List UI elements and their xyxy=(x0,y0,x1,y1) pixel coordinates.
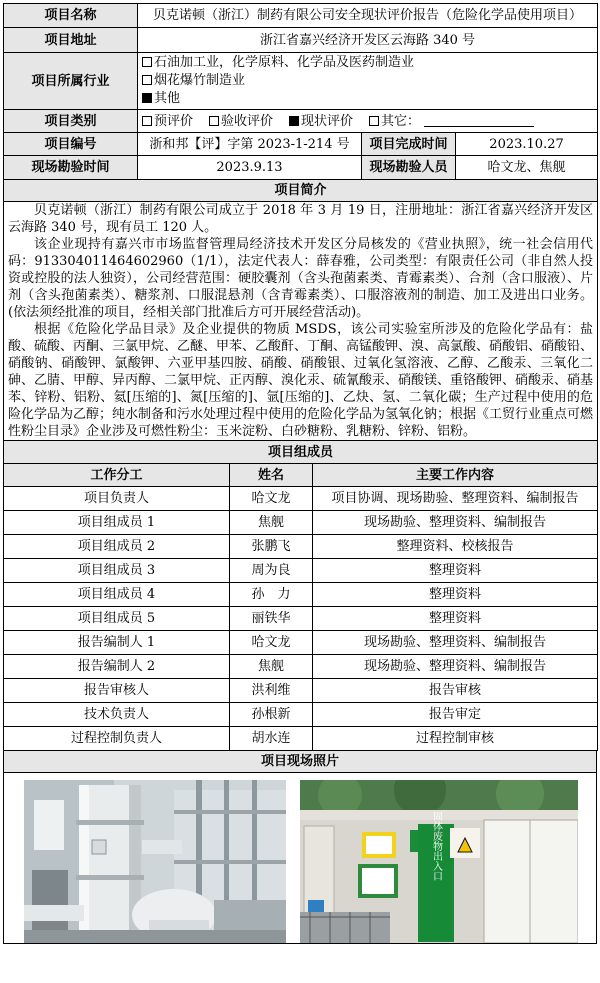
member-role: 项目组成员 5 xyxy=(4,607,230,631)
intro-text xyxy=(4,202,598,441)
intro-paragraph: 该企业现持有嘉兴市市场监督管理局经济技术开发区分局核发的《营业执照》，统一社会信用代码：91330401146460​2960（1/1），法定代表人：薛春雅，公司类型：有限责任公司（非自然人投资或控股的法人独资），公司经营范围：硬胶囊剂（含头孢菌素类、青霉素类）、合剂（含口服液）、片剂（含头孢菌素类）、糖浆剂、口服混悬剂（含青霉素类）、口服溶液剂的制造、加工及进出口业务。(依法须经批准的项目，经相关部门批准后方可开展经营活动)。 xyxy=(8,237,594,320)
intro-paragraph: 根据《危险化学品目录》及企业提供的物质 MSDS，该公司实验室所涉及的危险化学品有：盐酸、硫酸、丙酮、三氯甲烷、乙醚、甲苯、乙酸酐、丁酮、高锰酸钾、溴、高氯酸、硝酸铝、硝酸铅、硝酸钠、硝酸钾、氯酸钾、六亚甲基四胺、硝酸、硝酸银、过氧化氢溶液、乙醇、乙酸汞、三氧化二砷、乙腈、甲醇、异丙醇、二氯甲烷、正丙醇、溴化汞、硫氰酸汞、硝酸镁、重铬酸钾、硝酸汞、硝基苯、锌粉、铝粉、氦[压缩的]、氮[压缩的]、氩[压缩的]、乙炔、氢、二氧化碳；生产过程中使用的危险化学品为乙醇；纯水制备和污水处理过程中使用的危险化学品为氢氧化钠；根据《工贸行业重点可燃性粉尘目录》企业涉及可燃性粉尘：玉米淀粉、白砂糖粉、乳糖粉、锌粉、铝粉。 xyxy=(8,322,594,439)
member-name: 焦舰 xyxy=(230,511,313,535)
checkbox-icon xyxy=(369,116,379,126)
industry-option[interactable]: 其他 xyxy=(142,90,593,108)
member-name: 焦舰 xyxy=(230,655,313,679)
member-row xyxy=(4,583,598,607)
member-name: 哈文龙 xyxy=(230,487,313,511)
survey-time-value: 2023.9.13 xyxy=(138,156,362,180)
member-row xyxy=(4,655,598,679)
member-role: 项目组成员 4 xyxy=(4,583,230,607)
other-category-blank[interactable] xyxy=(424,114,534,127)
members-section-title: 项目组成员 xyxy=(4,441,598,464)
finish-time-label: 项目完成时间 xyxy=(362,133,456,156)
member-role: 项目组成员 1 xyxy=(4,511,230,535)
checkbox-icon xyxy=(142,116,152,126)
category-options xyxy=(138,110,598,133)
intro-section-title: 项目简介 xyxy=(4,180,598,202)
checkbox-checked-icon xyxy=(289,116,299,126)
member-role: 技术负责人 xyxy=(4,703,230,727)
column-header-role: 工作分工 xyxy=(4,464,230,487)
checkbox-icon xyxy=(209,116,219,126)
project-number-value: 浙和邦【评】字第 2023-1-214 号 xyxy=(138,133,362,156)
project-number-label: 项目编号 xyxy=(4,133,138,156)
member-name: 孙 力 xyxy=(230,583,313,607)
member-name: 张鹏飞 xyxy=(230,535,313,559)
member-role: 项目组成员 3 xyxy=(4,559,230,583)
member-role: 项目负责人 xyxy=(4,487,230,511)
column-header-name: 姓名 xyxy=(230,464,313,487)
industry-option[interactable]: 石油加工业，化学原料、化学品及医药制造业 xyxy=(142,54,593,72)
intro-paragraph: 贝克诺顿（浙江）制药有限公司成立于 2018 年 3 月 19 日，注册地址：浙江省嘉兴经济开发区云海路 340 号，现有员工 120 人。 xyxy=(8,203,594,235)
industry-options xyxy=(138,53,598,110)
category-option[interactable]: 验收评价 xyxy=(209,113,273,130)
member-name: 孙根新 xyxy=(230,703,313,727)
member-work: 报告审核 xyxy=(313,679,598,703)
members-table xyxy=(3,440,598,751)
member-row xyxy=(4,727,598,751)
project-info-table xyxy=(3,3,598,441)
member-row xyxy=(4,631,598,655)
project-address-label: 项目地址 xyxy=(4,28,138,53)
member-work: 整理资料 xyxy=(313,607,598,631)
member-role: 报告编制人 2 xyxy=(4,655,230,679)
photos-section-title: 项目现场照片 xyxy=(4,751,597,773)
member-work: 整理资料 xyxy=(313,583,598,607)
checkbox-checked-icon xyxy=(142,93,152,103)
waste-sign-text: 固体废物出入口 xyxy=(430,811,442,881)
member-name: 胡水连 xyxy=(230,727,313,751)
site-photo-right xyxy=(300,780,578,943)
project-address-value: 浙江省嘉兴经济开发区云海路 340 号 xyxy=(138,28,598,53)
member-work: 整理资料、校核报告 xyxy=(313,535,598,559)
member-name: 周为良 xyxy=(230,559,313,583)
member-name: 哈文龙 xyxy=(230,631,313,655)
report-page xyxy=(3,3,597,944)
member-row xyxy=(4,703,598,727)
surveyor-label: 现场勘验人员 xyxy=(362,156,456,180)
surveyor-value: 哈文龙、焦舰 xyxy=(456,156,598,180)
column-header-work: 主要工作内容 xyxy=(313,464,598,487)
member-work: 现场勘验、整理资料、编制报告 xyxy=(313,655,598,679)
member-work: 整理资料 xyxy=(313,559,598,583)
member-row xyxy=(4,511,598,535)
finish-time-value: 2023.10.27 xyxy=(456,133,598,156)
member-role: 过程控制负责人 xyxy=(4,727,230,751)
survey-time-label: 现场勘验时间 xyxy=(4,156,138,180)
scrubber-tower-image xyxy=(24,780,286,943)
category-option[interactable]: 现状评价 xyxy=(289,113,353,130)
member-work: 现场勘验、整理资料、编制报告 xyxy=(313,631,598,655)
project-name-label: 项目名称 xyxy=(4,4,138,28)
project-name-value: 贝克诺顿（浙江）制药有限公司安全现状评价报告（危险化学品使用项目） xyxy=(138,4,598,28)
site-photo-left xyxy=(24,780,286,943)
member-row xyxy=(4,559,598,583)
member-role: 报告编制人 1 xyxy=(4,631,230,655)
industry-option[interactable]: 烟花爆竹制造业 xyxy=(142,72,593,90)
member-name: 洪利维 xyxy=(230,679,313,703)
checkbox-icon xyxy=(142,75,152,85)
member-work: 过程控制审核 xyxy=(313,727,598,751)
category-option[interactable]: 其它： xyxy=(369,113,420,130)
category-label: 项目类别 xyxy=(4,110,138,133)
member-work: 项目协调、现场勘验、整理资料、编制报告 xyxy=(313,487,598,511)
category-option[interactable]: 预评价 xyxy=(142,113,193,130)
member-row xyxy=(4,487,598,511)
member-role: 项目组成员 2 xyxy=(4,535,230,559)
member-row xyxy=(4,535,598,559)
photos-area xyxy=(4,773,597,944)
checkbox-icon xyxy=(142,57,152,67)
waste-storage-building-image xyxy=(300,780,578,943)
member-role: 报告审核人 xyxy=(4,679,230,703)
industry-label: 项目所属行业 xyxy=(4,53,138,110)
photos-table xyxy=(3,750,597,944)
member-name: 丽铁华 xyxy=(230,607,313,631)
member-work: 报告审定 xyxy=(313,703,598,727)
member-row xyxy=(4,607,598,631)
member-work: 现场勘验、整理资料、编制报告 xyxy=(313,511,598,535)
member-row xyxy=(4,679,598,703)
